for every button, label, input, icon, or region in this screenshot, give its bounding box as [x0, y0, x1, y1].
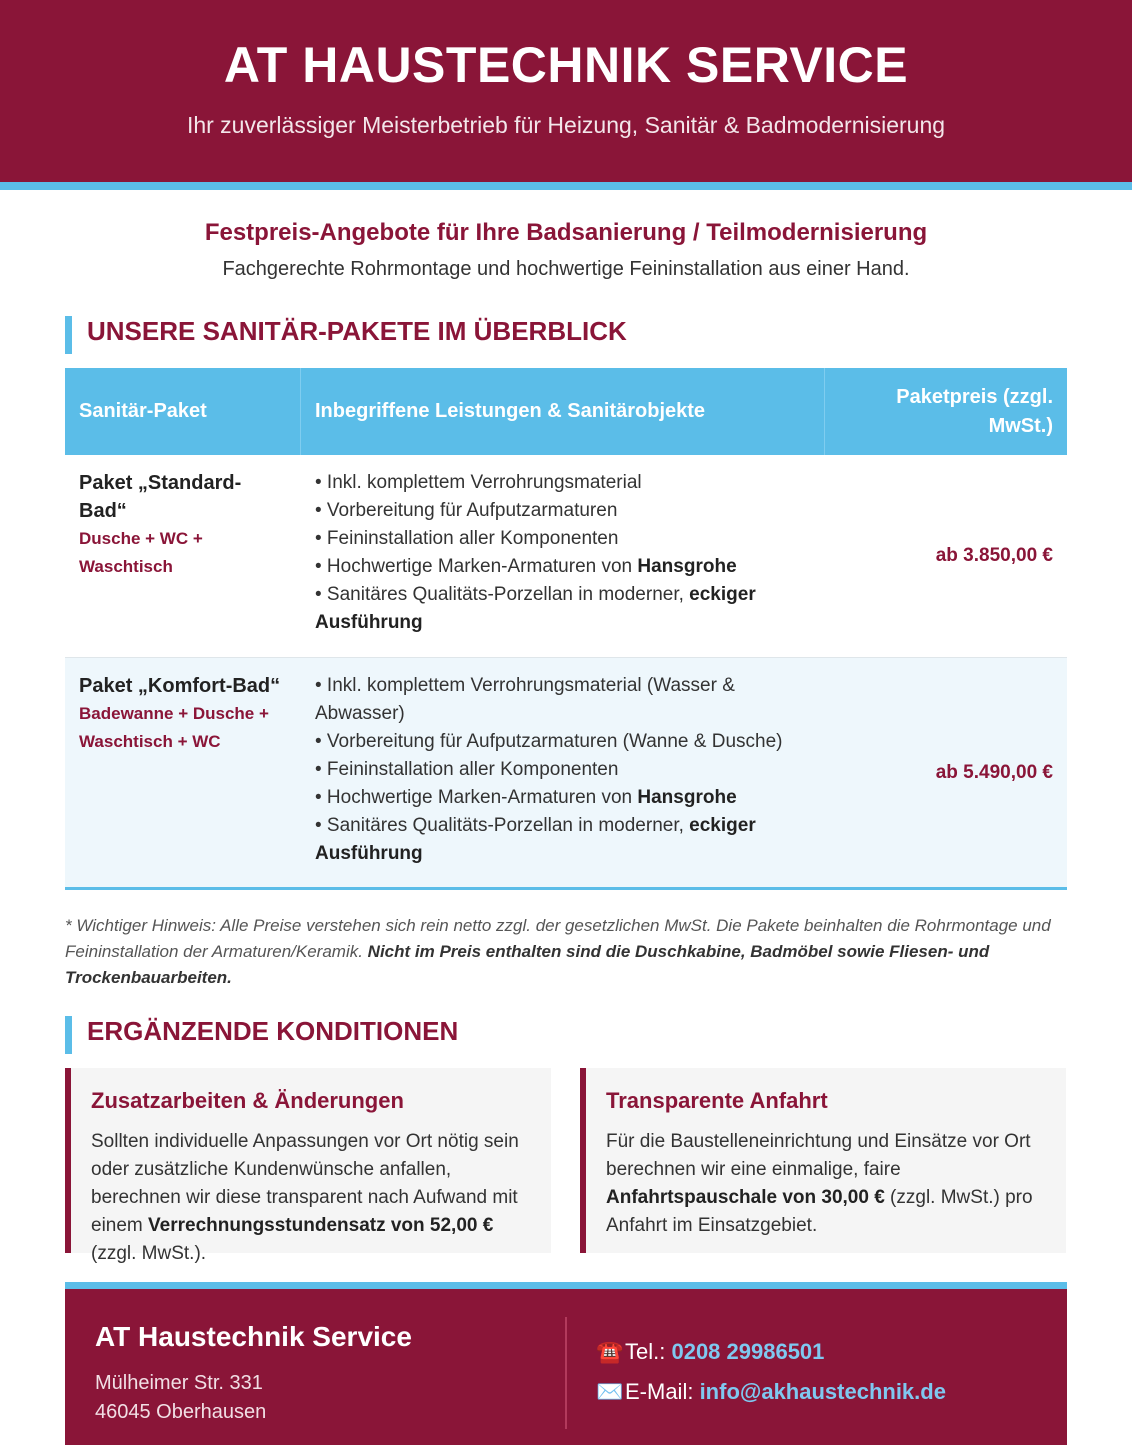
feature-item: • Vorbereitung für Aufputzarmaturen: [315, 500, 618, 521]
footer-stripe: [65, 1282, 1067, 1289]
feature-item: • Hochwertige Marken-Armaturen von Hansgrohe: [315, 787, 737, 808]
packages-table: [65, 368, 1067, 890]
price-note: * Wichtiger Hinweis: Alle Preise verstehen sich rein netto zzgl. der gesetzlichen MwSt. Die Pakete beinhalten die Rohrmontage und Feininstallation der Armaturen/Keramik. Nicht im Preis enthalten sind die Duschkabine, Badmöbel sowie Fliesen- und Trockenbauarbeiten.: [65, 916, 1051, 987]
footer-street: Mülheimer Str. 331: [95, 1372, 263, 1394]
feature-item: • Hochwertige Marken-Armaturen von Hansgrohe: [315, 556, 737, 577]
condition-card-travel: [580, 1068, 1066, 1253]
card-text: Für die Baustelleneinrichtung und Einsätze vor Ort berechnen wir eine einmalige, faire Anfahrtspauschale von 30,00 € (zzgl. MwSt.) pro Anfahrt im Einsatzgebiet.: [606, 1131, 1033, 1236]
conditions-heading: ERGÄNZENDE KONDITIONEN: [65, 1016, 458, 1054]
company-tagline: Ihr zuverlässiger Meisterbetrieb für Heizung, Sanitär & Badmodernisierung: [186, 112, 946, 138]
feature-item: • Sanitäres Qualitäts-Porzellan in moderner, eckiger Ausführung: [315, 584, 756, 633]
footer-address: [95, 1369, 266, 1427]
column-header-services: Inbegriffene Leistungen & Sanitärobjekte: [301, 368, 825, 455]
services-cell: [301, 455, 825, 657]
offer-title: Festpreis-Angebote für Ihre Badsanierung / Teilmodernisierung: [204, 219, 928, 246]
footer-divider: [565, 1317, 567, 1429]
column-header-package: Sanitär-Paket: [65, 368, 301, 455]
table-row: [65, 455, 1067, 658]
phone-link[interactable]: 0208 29986501: [671, 1339, 825, 1364]
package-name: Paket „Komfort-Bad“: [79, 675, 281, 697]
phone-label: Tel.:: [625, 1339, 672, 1364]
header-stripe: [0, 182, 1132, 190]
card-title: Zusatzarbeiten & Änderungen: [91, 1088, 404, 1113]
email-icon: ✉️: [596, 1379, 624, 1404]
price-cell: [825, 455, 1067, 657]
package-cell: [65, 658, 301, 887]
feature-item: • Sanitäres Qualitäts-Porzellan in moderner, eckiger Ausführung: [315, 815, 756, 864]
feature-item: • Feininstallation aller Komponenten: [315, 759, 619, 780]
page-header: [0, 0, 1132, 182]
card-title: Transparente Anfahrt: [606, 1088, 828, 1113]
offer-subtitle: Fachgerechte Rohrmontage und hochwertige Feininstallation aus einer Hand.: [222, 258, 910, 280]
table-header: [65, 368, 1067, 455]
footer-company-name: AT Haustechnik Service: [95, 1321, 412, 1352]
column-header-price: Paketpreis (zzgl. MwSt.): [896, 385, 1053, 437]
feature-item: • Feininstallation aller Komponenten: [315, 528, 619, 549]
company-title: AT HAUSTECHNIK SERVICE: [223, 37, 909, 93]
feature-item: • Vorbereitung für Aufputzarmaturen (Wanne & Dusche): [315, 731, 783, 752]
package-cell: [65, 455, 301, 657]
package-price: ab 3.850,00 €: [935, 545, 1053, 566]
card-text: Sollten individuelle Anpassungen vor Ort nötig sein oder zusätzliche Kundenwünsche anfallen, berechnen wir diese transparent nach Aufwand mit einem Verrechnungsstundensatz von 52,00 € (zzgl. MwSt.).: [91, 1131, 519, 1264]
package-price: ab 5.490,00 €: [935, 761, 1053, 783]
table-row: [65, 658, 1067, 890]
condition-card-extra-work: [65, 1068, 551, 1264]
packages-heading: UNSERE SANITÄR-PAKETE IM ÜBERBLICK: [65, 316, 627, 354]
services-cell: [301, 658, 825, 887]
feature-item: • Inkl. komplettem Verrohrungsmaterial (Wasser & Abwasser): [315, 675, 735, 724]
phone-icon: ☎️: [596, 1339, 624, 1364]
email-link[interactable]: info@akhaustechnik.de: [699, 1379, 946, 1404]
footer-phone: [595, 1339, 824, 1365]
email-label: E-Mail:: [625, 1379, 700, 1404]
package-components: Dusche + WC + Waschtisch: [79, 529, 203, 576]
package-components: Badewanne + Dusche + Waschtisch + WC: [79, 704, 269, 751]
feature-item: • Inkl. komplettem Verrohrungsmaterial: [315, 472, 642, 493]
price-cell: [825, 658, 1067, 887]
footer-city: 46045 Oberhausen: [95, 1401, 267, 1423]
page-footer: [65, 1289, 1067, 1445]
footer-email: [595, 1379, 946, 1405]
package-name: Paket „Standard-Bad“: [79, 472, 242, 522]
